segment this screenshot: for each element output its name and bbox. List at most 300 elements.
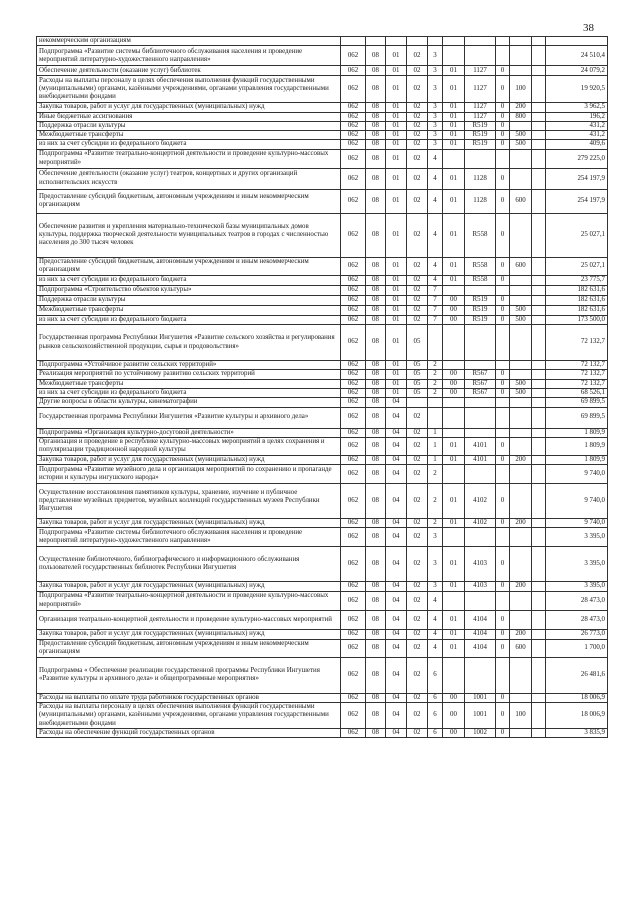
row-main-event <box>443 37 465 46</box>
row-name: Подпрограмма «Развитие системы библиотечного обслуживания населения и проведение мероприятий литературно-художественного направления» <box>37 46 341 66</box>
row-program: 02 <box>407 275 428 285</box>
row-program: 02 <box>407 257 428 275</box>
row-subsection: 04 <box>386 657 407 693</box>
row-admin-code: 062 <box>341 547 366 582</box>
row-expense-type: 200 <box>510 629 532 639</box>
row-extra-code: 0 <box>496 168 510 189</box>
row-direction: R558 <box>465 257 496 275</box>
row-subsection: 01 <box>386 103 407 112</box>
row-extra-code: 0 <box>496 629 510 639</box>
row-extra-code: 0 <box>496 76 510 103</box>
row-subsection: 01 <box>386 305 407 315</box>
row-admin-code: 062 <box>341 131 366 140</box>
row-amount <box>546 37 608 46</box>
row-name: Осуществление восстановления памятников культуры, хранение, изучение и публичное представление музейных предметов, музейных коллекций государственных музеев Республики Ингушетия <box>37 484 341 519</box>
row-subsection: 01 <box>386 379 407 388</box>
row-direction <box>465 285 496 295</box>
table-row <box>37 295 608 305</box>
row-subsection: 04 <box>386 519 407 528</box>
row-direction: R519 <box>465 305 496 315</box>
row-amount: 28 473,0 <box>546 591 608 610</box>
row-subprogram <box>428 37 443 46</box>
row-subsection: 01 <box>386 257 407 275</box>
row-section: 08 <box>366 582 386 591</box>
table-row <box>37 407 608 428</box>
row-blank <box>532 305 546 315</box>
row-subsection: 01 <box>386 66 407 76</box>
row-amount: 26 481,6 <box>546 657 608 693</box>
row-subprogram: 2 <box>428 465 443 484</box>
row-amount: 279 225,0 <box>546 149 608 168</box>
row-direction <box>465 428 496 437</box>
row-admin-code: 062 <box>341 437 366 455</box>
row-subprogram: 4 <box>428 591 443 610</box>
row-main-event: 00 <box>443 305 465 315</box>
row-expense-type: 500 <box>510 379 532 388</box>
row-admin-code: 062 <box>341 693 366 702</box>
row-name: Межбюджетные трансферты <box>37 379 341 388</box>
row-blank <box>532 257 546 275</box>
row-amount: 26 773,0 <box>546 629 608 639</box>
row-admin-code: 062 <box>341 361 366 370</box>
row-subsection: 04 <box>386 437 407 455</box>
row-amount: 3 962,5 <box>546 103 608 112</box>
row-name: Организация и проведение в республике культурно-массовых мероприятий в целях сохранения и популяризации традиционной народной культуры <box>37 437 341 455</box>
row-subprogram: 4 <box>428 213 443 257</box>
row-subsection: 04 <box>386 703 407 729</box>
row-subsection: 04 <box>386 729 407 738</box>
row-subsection: 04 <box>386 610 407 629</box>
row-main-event: 01 <box>443 121 465 130</box>
row-subsection: 01 <box>386 295 407 305</box>
row-blank <box>532 591 546 610</box>
row-name: Подпрограмма «Развитие театрально-концертной деятельности и проведение культурно-массовых мероприятий» <box>37 591 341 610</box>
row-section: 08 <box>366 325 386 361</box>
row-extra-code: 0 <box>496 315 510 324</box>
row-name: Государственная программа Республики Ингушетия «Развитие культуры и архивного дела» <box>37 407 341 428</box>
row-blank <box>532 528 546 547</box>
row-direction <box>465 46 496 66</box>
row-main-event <box>443 528 465 547</box>
row-amount: 254 197,9 <box>546 189 608 213</box>
row-subsection: 01 <box>386 361 407 370</box>
row-name: из них за счет субсидии из федерального бюджета <box>37 315 341 324</box>
row-direction: R519 <box>465 295 496 305</box>
row-extra-code: 0 <box>496 189 510 213</box>
row-section: 08 <box>366 388 386 397</box>
row-expense-type <box>510 295 532 305</box>
row-main-event: 01 <box>443 582 465 591</box>
row-subprogram: 4 <box>428 189 443 213</box>
row-subprogram: 4 <box>428 639 443 657</box>
row-main-event: 00 <box>443 315 465 324</box>
row-section: 08 <box>366 189 386 213</box>
row-blank <box>532 295 546 305</box>
table-row <box>37 729 608 738</box>
row-name: Закупка товаров, работ и услуг для государственных (муниципальных) нужд <box>37 582 341 591</box>
row-subprogram: 2 <box>428 361 443 370</box>
row-admin-code <box>341 37 366 46</box>
row-program: 02 <box>407 76 428 103</box>
row-main-event <box>443 325 465 361</box>
row-program: 02 <box>407 591 428 610</box>
row-program: 02 <box>407 66 428 76</box>
row-program: 02 <box>407 629 428 639</box>
row-subsection: 04 <box>386 455 407 464</box>
row-subsection: 01 <box>386 112 407 121</box>
row-name: Закупка товаров, работ и услуг для государственных (муниципальных) нужд <box>37 455 341 464</box>
row-main-event: 01 <box>443 519 465 528</box>
row-direction: 1127 <box>465 66 496 76</box>
row-direction: 1001 <box>465 693 496 702</box>
row-amount: 28 473,0 <box>546 610 608 629</box>
row-program: 02 <box>407 455 428 464</box>
row-section: 08 <box>366 370 386 379</box>
row-subprogram: 6 <box>428 729 443 738</box>
row-blank <box>532 370 546 379</box>
row-direction: 1128 <box>465 168 496 189</box>
row-program: 02 <box>407 189 428 213</box>
table-row <box>37 112 608 121</box>
row-subprogram: 3 <box>428 131 443 140</box>
row-section: 08 <box>366 295 386 305</box>
row-direction: 1001 <box>465 703 496 729</box>
row-admin-code: 062 <box>341 398 366 407</box>
table-row <box>37 703 608 729</box>
row-extra-code: 0 <box>496 66 510 76</box>
row-name: из них за счет субсидии из федерального бюджета <box>37 388 341 397</box>
row-amount: 3 395,0 <box>546 528 608 547</box>
row-admin-code: 062 <box>341 657 366 693</box>
row-direction <box>465 361 496 370</box>
row-subsection: 01 <box>386 388 407 397</box>
row-section: 08 <box>366 407 386 428</box>
table-row <box>37 629 608 639</box>
row-program: 02 <box>407 149 428 168</box>
row-amount: 23 775,7 <box>546 275 608 285</box>
row-admin-code: 062 <box>341 140 366 149</box>
row-name: Расходы на обеспечение функций государственных органов <box>37 729 341 738</box>
row-main-event: 01 <box>443 213 465 257</box>
row-subprogram: 6 <box>428 657 443 693</box>
row-expense-type: 500 <box>510 140 532 149</box>
row-blank <box>532 629 546 639</box>
row-name: Обеспечение деятельности (оказание услуг) библиотек <box>37 66 341 76</box>
row-admin-code: 062 <box>341 484 366 519</box>
row-subsection: 04 <box>386 639 407 657</box>
row-expense-type: 100 <box>510 76 532 103</box>
row-blank <box>532 582 546 591</box>
row-subsection: 01 <box>386 168 407 189</box>
row-expense-type: 600 <box>510 257 532 275</box>
table-row <box>37 76 608 103</box>
row-extra-code: 0 <box>496 112 510 121</box>
row-direction: R558 <box>465 275 496 285</box>
row-main-event <box>443 398 465 407</box>
row-blank <box>532 140 546 149</box>
row-direction: R519 <box>465 121 496 130</box>
row-extra-code: 0 <box>496 582 510 591</box>
row-section: 08 <box>366 629 386 639</box>
row-main-event: 00 <box>443 729 465 738</box>
row-expense-type <box>510 149 532 168</box>
row-admin-code: 062 <box>341 379 366 388</box>
row-main-event <box>443 657 465 693</box>
table-row <box>37 484 608 519</box>
row-expense-type: 500 <box>510 305 532 315</box>
row-amount: 1 809,9 <box>546 437 608 455</box>
row-main-event: 01 <box>443 112 465 121</box>
row-subprogram <box>428 398 443 407</box>
row-name: Обеспечение развития и укрепления материально-технической базы муниципальных домов культуры, поддержка творческой деятельности муниципальных театров в городах с численностью населения до 300 тысяч человек <box>37 213 341 257</box>
table-row <box>37 528 608 547</box>
row-extra-code: 0 <box>496 547 510 582</box>
row-name: Расходы на выплаты персоналу в целях обеспечения выполнения функций государственными (муниципальными) органами, казёнными учреждениями, органами управления государственными внебюджетными фондами <box>37 76 341 103</box>
row-extra-code: 0 <box>496 305 510 315</box>
row-subprogram: 3 <box>428 103 443 112</box>
row-blank <box>532 325 546 361</box>
row-extra-code: 0 <box>496 103 510 112</box>
table-row <box>37 582 608 591</box>
row-expense-type <box>510 729 532 738</box>
row-section: 08 <box>366 693 386 702</box>
table-row <box>37 315 608 324</box>
row-admin-code: 062 <box>341 66 366 76</box>
row-blank <box>532 275 546 285</box>
row-blank <box>532 610 546 629</box>
row-direction: 1127 <box>465 112 496 121</box>
table-row <box>37 379 608 388</box>
row-admin-code: 062 <box>341 149 366 168</box>
row-admin-code: 062 <box>341 465 366 484</box>
row-subsection: 04 <box>386 591 407 610</box>
row-admin-code: 062 <box>341 275 366 285</box>
row-main-event <box>443 361 465 370</box>
row-subprogram: 1 <box>428 455 443 464</box>
row-blank <box>532 455 546 464</box>
row-program: 02 <box>407 131 428 140</box>
row-extra-code <box>496 37 510 46</box>
row-admin-code: 062 <box>341 388 366 397</box>
table-row <box>37 361 608 370</box>
table-row <box>37 168 608 189</box>
row-direction: 4101 <box>465 437 496 455</box>
row-program: 02 <box>407 295 428 305</box>
row-name: Поддержка отрасли культуры <box>37 121 341 130</box>
row-section: 08 <box>366 455 386 464</box>
row-amount: 18 006,9 <box>546 693 608 702</box>
row-blank <box>532 519 546 528</box>
row-direction: 4103 <box>465 547 496 582</box>
row-extra-code <box>496 325 510 361</box>
row-program: 02 <box>407 484 428 519</box>
table-body <box>37 37 608 738</box>
row-name: Подпрограмма «Организация культурно-досуговой деятельности» <box>37 428 341 437</box>
row-subprogram: 3 <box>428 528 443 547</box>
row-section: 08 <box>366 591 386 610</box>
row-program: 02 <box>407 46 428 66</box>
row-blank <box>532 37 546 46</box>
row-extra-code: 0 <box>496 257 510 275</box>
row-admin-code: 062 <box>341 729 366 738</box>
row-section: 08 <box>366 305 386 315</box>
row-amount: 1 700,0 <box>546 639 608 657</box>
row-expense-type <box>510 591 532 610</box>
row-main-event: 01 <box>443 437 465 455</box>
row-amount: 69 899,5 <box>546 407 608 428</box>
row-admin-code: 062 <box>341 168 366 189</box>
row-extra-code <box>496 361 510 370</box>
budget-table <box>36 36 608 738</box>
row-blank <box>532 168 546 189</box>
row-section: 08 <box>366 361 386 370</box>
row-section: 08 <box>366 168 386 189</box>
table-row <box>37 455 608 464</box>
row-direction: R567 <box>465 370 496 379</box>
row-amount: 3 835,9 <box>546 729 608 738</box>
row-amount: 431,2 <box>546 121 608 130</box>
row-blank <box>532 657 546 693</box>
table-row <box>37 149 608 168</box>
row-admin-code: 062 <box>341 629 366 639</box>
row-program: 02 <box>407 657 428 693</box>
row-expense-type <box>510 398 532 407</box>
row-program: 02 <box>407 437 428 455</box>
row-admin-code: 062 <box>341 639 366 657</box>
row-subsection: 01 <box>386 76 407 103</box>
row-expense-type <box>510 325 532 361</box>
row-main-event: 01 <box>443 168 465 189</box>
row-extra-code: 0 <box>496 295 510 305</box>
row-section: 08 <box>366 437 386 455</box>
row-admin-code: 062 <box>341 295 366 305</box>
row-section: 08 <box>366 519 386 528</box>
row-expense-type <box>510 547 532 582</box>
row-section: 08 <box>366 103 386 112</box>
table-row <box>37 465 608 484</box>
table-row <box>37 140 608 149</box>
row-section: 08 <box>366 610 386 629</box>
row-subprogram: 2 <box>428 379 443 388</box>
row-subprogram: 2 <box>428 370 443 379</box>
row-main-event: 01 <box>443 639 465 657</box>
row-main-event: 00 <box>443 379 465 388</box>
row-section: 08 <box>366 428 386 437</box>
row-extra-code: 0 <box>496 703 510 729</box>
row-subsection: 01 <box>386 315 407 324</box>
row-expense-type <box>510 693 532 702</box>
row-main-event: 00 <box>443 388 465 397</box>
row-subprogram: 2 <box>428 519 443 528</box>
row-blank <box>532 388 546 397</box>
row-subprogram: 4 <box>428 168 443 189</box>
row-main-event: 01 <box>443 275 465 285</box>
row-program: 02 <box>407 213 428 257</box>
row-subprogram: 1 <box>428 428 443 437</box>
row-direction: R519 <box>465 315 496 324</box>
row-program <box>407 37 428 46</box>
row-admin-code: 062 <box>341 407 366 428</box>
row-subprogram: 3 <box>428 66 443 76</box>
row-extra-code: 0 <box>496 729 510 738</box>
row-main-event: 01 <box>443 629 465 639</box>
row-blank <box>532 315 546 324</box>
row-name: Подпрограмма «Развитие музейного дела и организация мероприятий по сохранению и пропаганде истории и культуры ингушского народа» <box>37 465 341 484</box>
row-name: Закупка товаров, работ и услуг для государственных (муниципальных) нужд <box>37 103 341 112</box>
row-direction: R567 <box>465 388 496 397</box>
row-subsection: 01 <box>386 149 407 168</box>
row-blank <box>532 729 546 738</box>
row-name: Предоставление субсидий бюджетным, автономным учреждениям и иным некоммерческим организациям <box>37 639 341 657</box>
row-blank <box>532 484 546 519</box>
row-main-event <box>443 428 465 437</box>
row-extra-code <box>496 407 510 428</box>
row-amount: 3 395,0 <box>546 547 608 582</box>
row-program: 02 <box>407 703 428 729</box>
row-name: Расходы на выплаты персоналу в целях обеспечения выполнения функций государственными (муниципальными) органами, казёнными учреждениями, органами управления государственными внебюджетными фондами <box>37 703 341 729</box>
row-direction: R567 <box>465 379 496 388</box>
row-extra-code: 0 <box>496 610 510 629</box>
row-program: 02 <box>407 168 428 189</box>
row-admin-code: 062 <box>341 189 366 213</box>
row-subprogram: 7 <box>428 295 443 305</box>
row-subprogram: 7 <box>428 305 443 315</box>
row-subprogram: 3 <box>428 76 443 103</box>
row-expense-type: 500 <box>510 315 532 324</box>
table-row <box>37 213 608 257</box>
row-expense-type <box>510 275 532 285</box>
row-admin-code: 062 <box>341 121 366 130</box>
row-expense-type: 200 <box>510 455 532 464</box>
table-row <box>37 519 608 528</box>
row-subprogram: 4 <box>428 629 443 639</box>
row-admin-code: 062 <box>341 610 366 629</box>
row-direction <box>465 591 496 610</box>
row-section: 08 <box>366 149 386 168</box>
row-extra-code <box>496 428 510 437</box>
row-blank <box>532 407 546 428</box>
row-blank <box>532 112 546 121</box>
row-admin-code: 062 <box>341 325 366 361</box>
row-blank <box>532 428 546 437</box>
row-main-event: 01 <box>443 484 465 519</box>
row-direction <box>465 37 496 46</box>
row-main-event: 01 <box>443 76 465 103</box>
row-name: Предоставление субсидий бюджетным, автономным учреждениям и иным некоммерческим организациям <box>37 257 341 275</box>
row-program: 02 <box>407 121 428 130</box>
row-subprogram: 3 <box>428 46 443 66</box>
row-admin-code: 062 <box>341 455 366 464</box>
row-expense-type: 800 <box>510 112 532 121</box>
row-admin-code: 062 <box>341 112 366 121</box>
row-extra-code: 0 <box>496 275 510 285</box>
row-name: Поддержка отрасли культуры <box>37 295 341 305</box>
table-row <box>37 103 608 112</box>
row-name: Другие вопросы в области культуры, кинематографии <box>37 398 341 407</box>
row-subprogram: 6 <box>428 703 443 729</box>
row-direction <box>465 465 496 484</box>
row-program: 02 <box>407 582 428 591</box>
row-name: из них за счет субсидии из федерального бюджета <box>37 275 341 285</box>
row-extra-code: 0 <box>496 388 510 397</box>
row-amount: 9 740,0 <box>546 465 608 484</box>
table-row <box>37 325 608 361</box>
row-subprogram: 2 <box>428 484 443 519</box>
row-direction <box>465 149 496 168</box>
row-expense-type <box>510 528 532 547</box>
table-row <box>37 305 608 315</box>
row-main-event: 00 <box>443 693 465 702</box>
